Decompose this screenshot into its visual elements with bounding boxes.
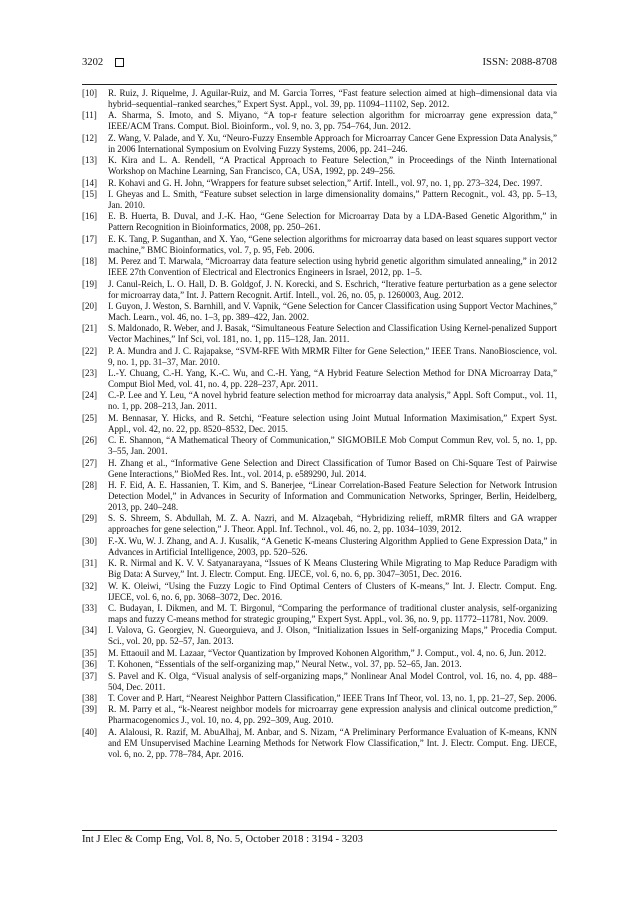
reference-text: E. B. Huerta, B. Duval, and J.-K. Hao, “Gene Selection for Microarray Data by a LDA-Based Genetic Algorithm,” in Pattern Recognition in Bioinformatics, 2008, pp. 250–261. [108, 211, 557, 233]
reference-item [82, 727, 557, 760]
reference-number: [22] [82, 345, 98, 356]
reference-text: L.-Y. Chuang, C.-H. Yang, K.-C. Wu, and C.-H. Yang, “A Hybrid Feature Selection Method for DNA Microarray Data,” Comput Biol Med, vol. 41, no. 4, pp. 228–237, Apr. 2011. [108, 368, 557, 390]
square-icon [115, 58, 124, 67]
reference-text: S. Pavel and K. Olga, “Visual analysis of self-organizing maps,” Nonlinear Anal Model Control, vol. 16, no. 4, pp. 488–504, Dec. 2011. [108, 670, 557, 692]
reference-text: A. Alalousi, R. Razif, M. AbuAlhaj, M. Anbar, and S. Nizam, “A Preliminary Performance Evaluation of K-means, KNN and EM Unsupervised Machine Learning Methods for Network Flow Classification,” Int. J. Electr. Comput. Eng. IJECE, vol. 6, no. 2, pp. 778–784, Apr. 2016. [108, 726, 557, 759]
reference-number: [12] [82, 132, 98, 143]
reference-item [82, 279, 557, 301]
reference-number: [19] [82, 278, 98, 289]
reference-text: C. E. Shannon, “A Mathematical Theory of Communication,” SIGMOBILE Mob Comput Commun Rev, vol. 5, no. 1, pp. 3–55, Jan. 2001. [108, 435, 557, 457]
reference-text: R. Kohavi and G. H. John, “Wrappers for feature subset selection,” Artif. Intell., vol. 97, no. 1, pp. 273–324, Dec. 1997. [108, 177, 543, 188]
reference-number: [33] [82, 602, 98, 613]
reference-number: [37] [82, 670, 98, 681]
reference-text: H. Zhang et al., “Informative Gene Selection and Direct Classification of Tumor Based on Chi-Square Test of Pairwise Gene Interactions,” BioMed Res. Int., vol. 2014, p. e589290, Jul. 2014. [108, 457, 557, 479]
reference-text: I. Valova, G. Georgiev, N. Gueorguieva, and J. Olson, “Initialization Issues in Self-organizing Maps,” Procedia Comput. Sci., vol. 20, pp. 52–57, Jan. 2013. [108, 625, 557, 647]
reference-text: I. Gheyas and L. Smith, “Feature subset selection in large dimensionality domains,” Pattern Recognit., vol. 43, pp. 5–13, Jan. 2010. [108, 188, 557, 210]
reference-number: [17] [82, 233, 98, 244]
reference-item [82, 536, 557, 558]
reference-item [82, 435, 557, 457]
reference-number: [30] [82, 535, 98, 546]
reference-number: [24] [82, 390, 98, 401]
reference-text: H. F. Eid, A. E. Hassanien, T. Kim, and S. Banerjee, “Linear Correlation-Based Feature Selection for Network Intrusion Detection Model,” in Advances in Security of Information and Communication Networks, Springer, Berlin, Heidelberg, 2013, pp. 240–248. [108, 480, 557, 513]
reference-text: P. A. Mundra and J. C. Rajapakse, “SVM-RFE With MRMR Filter for Gene Selection,” IEEE Trans. NanoBioscience, vol. 9, no. 1, pp. 31–37, Mar. 2010. [108, 345, 557, 367]
reference-number: [28] [82, 480, 98, 491]
reference-list [82, 88, 557, 760]
reference-item [82, 603, 557, 625]
reference-item [82, 155, 557, 177]
reference-text: T. Cover and P. Hart, “Nearest Neighbor Pattern Classification,” IEEE Trans Inf Theor, vol. 13, no. 1, pp. 21–27, Sep. 2006. [108, 692, 557, 703]
reference-number: [35] [82, 647, 98, 658]
reference-item [82, 189, 557, 211]
reference-text: S. S. Shreem, S. Abdullah, M. Z. A. Nazri, and M. Alzaqebah, “Hybridizing relieff, mRMR filters and GA wrapper approaches for gene selection,” J. Theor. Appl. Inf. Technol., vol. 46, no. 2, pp. 1034–1039, 2012. [108, 513, 557, 535]
reference-item [82, 133, 557, 155]
reference-item [82, 256, 557, 278]
reference-item [82, 558, 557, 580]
reference-item [82, 234, 557, 256]
reference-number: [26] [82, 435, 98, 446]
reference-item [82, 88, 557, 110]
reference-number: [40] [82, 726, 98, 737]
reference-item [82, 648, 557, 659]
reference-number: [31] [82, 558, 98, 569]
reference-text: R. M. Parry et al., “k-Nearest neighbor models for microarray gene expression analysis and clinical outcome prediction,” Pharmacogenomics J., vol. 10, no. 4, pp. 292–309, Aug. 2010. [108, 704, 557, 726]
reference-number: [21] [82, 323, 98, 334]
reference-item [82, 368, 557, 390]
reference-text: E. K. Tang, P. Suganthan, and X. Yao, “Gene selection algorithms for microarray data based on least squares support vector machine,” BMC Bioinformatics, vol. 7, p. 95, Feb. 2006. [108, 233, 557, 255]
reference-item [82, 110, 557, 132]
reference-text: C.-P. Lee and Y. Leu, “A novel hybrid feature selection method for microarray data analysis,” Appl. Soft Comput., vol. 11, no. 1, pp. 208–213, Jan. 2011. [108, 390, 557, 412]
reference-text: S. Maldonado, R. Weber, and J. Basak, “Simultaneous Feature Selection and Classification Using Kernel-penalized Support Vector Machines,” Inf Sci, vol. 181, no. 1, pp. 115–128, Jan. 2011. [108, 323, 557, 345]
reference-item [82, 390, 557, 412]
reference-number: [27] [82, 457, 98, 468]
reference-text: J. Canul-Reich, L. O. Hall, D. B. Goldgof, J. N. Korecki, and S. Eschrich, “Iterative feature perturbation as a gene selector for microarray data,” Int. J. Pattern Recognit. Artif. Intell., vol. 26, no. 05, p. 1260003, Aug. 2012. [108, 278, 557, 300]
reference-text: K. Kira and L. A. Rendell, “A Practical Approach to Feature Selection,” in Proceedings of the Ninth International Workshop on Machine Learning, San Francisco, CA, USA, 1992, pp. 249–256. [108, 155, 557, 177]
page-number: 3202 [82, 56, 104, 68]
reference-item [82, 581, 557, 603]
reference-number: [10] [82, 88, 98, 98]
reference-text: F.-X. Wu, W. J. Zhang, and A. J. Kusalik, “A Genetic K-means Clustering Algorithm Applied to Gene Expression Data,” in Advances in Artificial Intelligence, 2003, pp. 520–526. [108, 535, 557, 557]
reference-number: [25] [82, 412, 98, 423]
header-divider [82, 84, 557, 85]
reference-item [82, 458, 557, 480]
reference-text: A. Sharma, S. Imoto, and S. Miyano, “A top-r feature selection algorithm for microarray gene expression data,” IEEE/ACM Trans. Comput. Biol. Bioinform., vol. 9, no. 3, pp. 754–764, Jun. 2012. [108, 110, 557, 132]
reference-text: T. Kohonen, “Essentials of the self-organizing map,” Neural Netw., vol. 37, pp. 52–65, Jan. 2013. [108, 659, 462, 670]
issn-label: ISSN: 2088-8708 [482, 56, 557, 68]
reference-text: R. Ruiz, J. Riquelme, J. Aguilar-Ruiz, and M. Garcia Torres, “Fast feature selection aimed at high–dimensional data via hybrid–sequential–ranked searches,” Expert Syst. Appl., vol. 39, pp. 11094–11102, Sep. 2012. [108, 88, 557, 109]
page-header [82, 54, 557, 70]
reference-number: [32] [82, 580, 98, 591]
reference-text: C. Budayan, I. Dikmen, and M. T. Birgonul, “Comparing the performance of traditional cluster analysis, self-organizing maps and fuzzy C-means method for strategic grouping,” Expert Syst. Appl., vol. 36, no. 9, pp. 11772–11781, Nov. 2009. [108, 602, 557, 624]
reference-item [82, 659, 557, 670]
reference-item [82, 625, 557, 647]
reference-item [82, 323, 557, 345]
reference-number: [14] [82, 177, 98, 188]
reference-number: [16] [82, 211, 98, 222]
reference-number: [36] [82, 659, 98, 670]
reference-item [82, 513, 557, 535]
reference-text: W. K. Oleiwi, “Using the Fuzzy Logic to Find Optimal Centers of Clusters of K-means,” Int. J. Electr. Comput. Eng. IJECE, vol. 6, no. 6, pp. 3068–3072, Dec. 2016. [108, 580, 557, 602]
reference-text: I. Guyon, J. Weston, S. Barnhill, and V. Vapnik, “Gene Selection for Cancer Classification using Support Vector Machines,” Mach. Learn., vol. 46, no. 1–3, pp. 389–422, Jan. 2002. [108, 300, 557, 322]
reference-item [82, 693, 557, 704]
reference-item [82, 704, 557, 726]
reference-number: [11] [82, 110, 97, 121]
reference-item [82, 413, 557, 435]
reference-number: [13] [82, 155, 98, 166]
reference-item [82, 480, 557, 513]
reference-number: [39] [82, 704, 98, 715]
reference-text: M. Perez and T. Marwala, “Microarray data feature selection using hybrid genetic algorithm simulated annealing,” in 2012 IEEE 27th Convention of Electrical and Electronics Engineers in Israel, 2012, pp. 1–5. [108, 256, 557, 278]
reference-number: [20] [82, 300, 98, 311]
reference-item [82, 671, 557, 693]
reference-number: [38] [82, 692, 98, 703]
footer-divider [82, 830, 557, 831]
reference-text: K. R. Nirmal and K. V. V. Satyanarayana, “Issues of K Means Clustering While Migrating to Map Reduce Paradigm with Big Data: A Survey,” Int. J. Electr. Comput. Eng. IJECE, vol. 6, no. 6, pp. 3047–3051, Dec. 2016. [108, 558, 557, 580]
reference-number: [15] [82, 188, 98, 199]
reference-text: M. Ettaouil and M. Lazaar, “Vector Quantization by Improved Kohonen Algorithm,” J. Comput., vol. 4, no. 6, Jun. 2012. [108, 647, 547, 658]
reference-text: Z. Wang, V. Palade, and Y. Xu, “Neuro-Fuzzy Ensemble Approach for Microarray Cancer Gene Expression Data Analysis,” in 2006 International Symposium on Evolving Fuzzy Systems, 2006, pp. 241–246. [108, 132, 557, 154]
reference-item [82, 211, 557, 233]
reference-item [82, 301, 557, 323]
journal-footer: Int J Elec & Comp Eng, Vol. 8, No. 5, October 2018 : 3194 - 3203 [82, 834, 363, 845]
reference-item [82, 178, 557, 189]
reference-number: [23] [82, 368, 98, 379]
reference-item [82, 346, 557, 368]
reference-number: [34] [82, 625, 98, 636]
reference-number: [29] [82, 513, 98, 524]
reference-text: M. Bennasar, Y. Hicks, and R. Setchi, “Feature selection using Joint Mutual Information Maximisation,” Expert Syst. Appl., vol. 42, no. 22, pp. 8520–8532, Dec. 2015. [108, 412, 557, 434]
reference-number: [18] [82, 256, 98, 267]
